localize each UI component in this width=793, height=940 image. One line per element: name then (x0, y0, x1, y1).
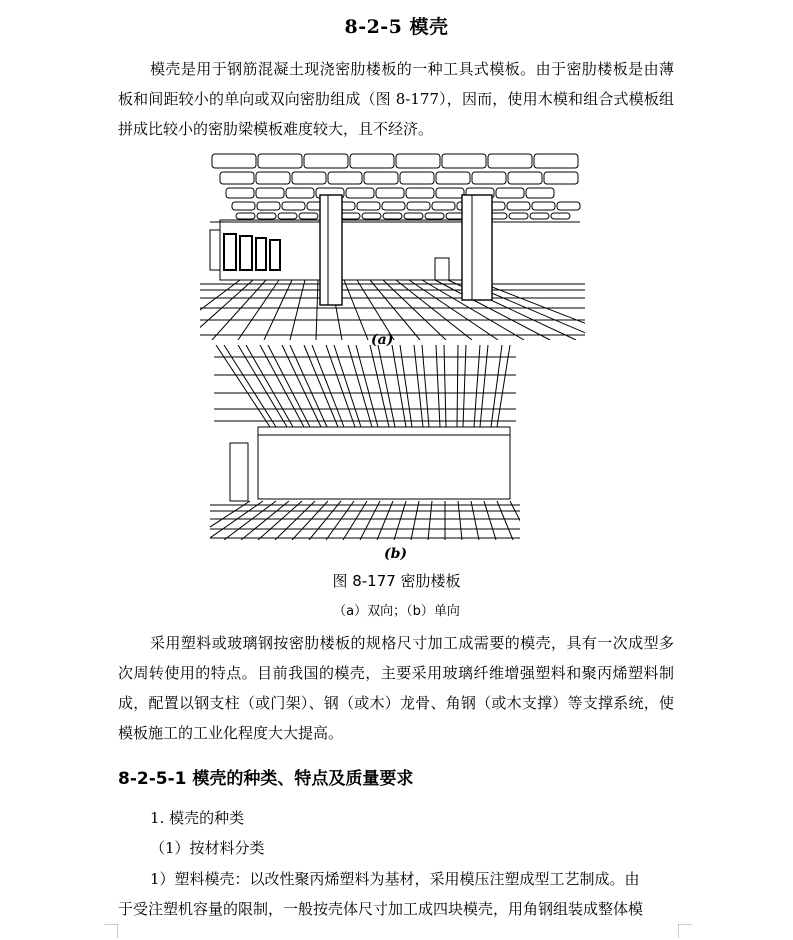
list-item-1-1-1-line1: 1）塑料模壳：以改性聚丙烯塑料为基材，采用模压注塑成型工艺制成。由 (150, 870, 640, 888)
figure-b-one-way-ribbed-slab (210, 345, 520, 540)
body-paragraph: 采用塑料或玻璃钢按密肋楼板的规格尺寸加工成需要的模壳，具有一次成型多次周转使用的特点。目前我国的模壳，主要采用玻璃纤维增强塑料和聚丙烯塑料制成，配置以钢支柱（或门架）、钢（或木）龙骨、角钢（或木支撑）等支撑系统，使模板施工的工业化程度大大提高。 (118, 634, 674, 742)
figure-caption: 图 8-177 密肋楼板 (332, 572, 461, 590)
figure-a-two-way-ribbed-slab (200, 150, 585, 340)
intro-paragraph: 模壳是用于钢筋混凝土现浇密肋楼板的一种工具式模板。由于密肋楼板是由薄板和间距较小的单向或双向密肋组成（图 8-177），因而，使用木模和组合式模板组拼成比较小的密肋梁模板难度较大，且不经济。 (118, 60, 674, 138)
crop-mark-left (104, 924, 118, 938)
list-item-1: 1. 模壳的种类 (150, 809, 245, 827)
figure-b-label: (b) (384, 546, 408, 562)
figure-a-label: (a) (371, 332, 394, 348)
figure-subcaption: （a）双向；（b）单向 (333, 604, 460, 619)
list-item-1-1-1-line2: 于受注塑机容量的限制，一般按壳体尺寸加工成四块模壳，用角钢组装成整体模 (118, 900, 644, 918)
section-title: 8-2-5 模壳 (344, 16, 449, 38)
list-item-1-1: （1）按材料分类 (150, 839, 265, 857)
subsection-heading: 8-2-5-1 模壳的种类、特点及质量要求 (118, 769, 414, 789)
crop-mark-right (678, 924, 692, 938)
